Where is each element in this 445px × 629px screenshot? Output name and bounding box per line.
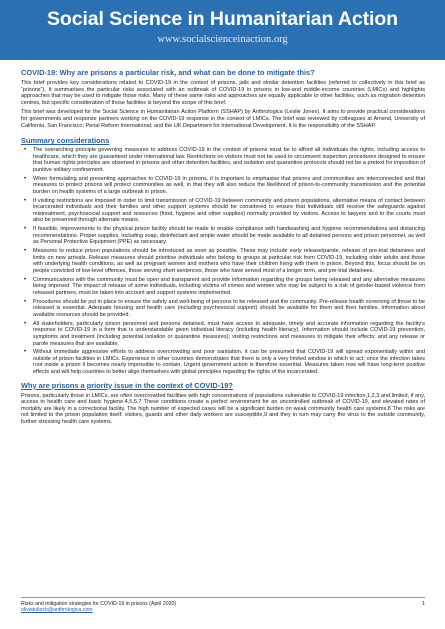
summary-item-text: All stakeholders, particularly prison personnel and persons detained, must have access to adequate, timely and accurate information regarding the facility’s response to COVID-19 in a form that is understandable given individual literacy (including health literacy). Information should include COVID-19 prevention, symptoms and treatment (including potential isolation or quarantine measures); visiting restrictions and measures to mitigate their effects; and any release or parole measures that are available. — [33, 320, 425, 347]
summary-item-text: Communications with the community must be open and transparent and provide information regarding the groups being released and any alternative measures being imposed. The impact of release of some individuals, including victims of crimes and women who may be subject to a risk of gender-based violence from released partners, must be taken into account and support systems implemented. — [33, 276, 425, 296]
bullet-icon: • — [24, 349, 27, 356]
summary-item-text: The overarching principle governing measures to address COVID-19 in the context of prisons must be to afford all individuals the rights, including access to healthcare, which they are guaranteed under international law. Restrictions on visitors must not be used to circumvent inspection procedures designed to ensure that human rights principles are observed in prisons and other detention facilities, and isolation and quarantine protocols should not be a pretext for imposition of punitive solitary confinement. — [33, 147, 425, 173]
summary-item — [24, 276, 425, 297]
summary-item-text: If visiting restrictions are imposed in order to limit transmission of COVID-19 between community and prison populations, alternative means of contact between incarcerated individuals and their families and other support systems should be considered to ensure that individuals still receive the safeguards against mistreatment, psychosocial support and resources (food, hygiene and other supplies) normally provided by visitors. Access to lawyers and to the courts must also be preserved through alternate means. — [33, 197, 425, 224]
footer-email-link[interactable]: oliviatulloch@anthrologica.com — [21, 607, 93, 614]
summary-item-text: Measures to reduce prison populations should be introduced as soon as possible. These may include early release/parole, release of pre-trial detainees and limits on new arrivals. Release measures should prioritise individuals who belong to groups at particular risk from COVID-19, including older adults and those with underlying health conditions, as well as pregnant women and mothers who have their children living with them in prison. Beyond this, focus should be on people convicted of low-level offences, those serving short sentences, those who have served most of a longer term, and pre-trial detainees. — [33, 248, 425, 274]
summary-item-text: If feasible, improvements to the physical prison facility should be made to enable compliance with handwashing and hygiene recommendations and distancing recommendations. Proper supplies, including soap, disinfectant and ample water should be made available to all detained persons and prison personnel, as well as Personal Protective Equipment (PPE) as necessary. — [33, 226, 425, 246]
footer-citation: Risks and mitigation strategies for COVID-19 in prisons (April 2020) — [21, 601, 177, 607]
banner-title: Social Science in Humanitarian Action — [46, 8, 398, 30]
summary-item — [24, 320, 425, 347]
header-banner — [0, 0, 445, 60]
main-heading: COVID-19: Why are prisons a particular risk, and what can be done to mitigate this? — [21, 68, 315, 77]
bullet-icon: • — [24, 298, 27, 305]
banner-url[interactable]: www.socialscienceinaction.org — [157, 34, 288, 45]
summary-item — [24, 298, 425, 319]
intro-paragraph-1: This brief provides key considerations related to COVID-19 in the context of prisons, jails and similar detention facilities (referred to collectively in this brief as “prisons”). It summarises the particular risks associated with an outbreak of COVID-19 in prisons in low-and middle-income countries (LMICs) and highlights approaches that may be used to mitigate those risks. Many of these same risks and approaches are equally applicable to other facilities, such as migration detention centres, but specific consideration of those facilities is beyond the scope of this brief. — [21, 80, 425, 106]
summary-item — [24, 175, 425, 196]
bullet-icon: • — [24, 147, 27, 154]
summary-item — [24, 248, 425, 274]
bullet-icon: • — [24, 226, 27, 233]
summary-item-text: Without immediate aggressive efforts to address overcrowding and poor sanitation, it can be presumed that COVID-19 will spread exponentially within and outside of prison facilities in LMICs. Experience in other countries demonstrates that there is only a very limited window in which to act; once the infection takes root inside a prison it becomes nearly impossible to contain. Urgent government action is therefore essential. Measures taken now will have long-term positive effects and will help countries to better align themselves with global principles regarding the rights of the incarcerated. — [33, 349, 425, 376]
page-footer — [21, 597, 425, 613]
priority-paragraph: Prisons, particularly those in LMICs, are often overcrowded facilities with high concentrations of populations vulnerable to COVID-19 infection,1,2,3 and limited, if any, access to health care and basic hygiene.4,5,6,7 These conditions create a perfect environment for an uncontrolled outbreak of COVID-19, and elevated rates of mortality are likely in a correctional facility. The high number of expected cases will be a significant burden on weak community health care systems.8 The risks are not limited to the prison population itself: visitors, guards and other daily workers are susceptible,9 and they in turn may carry the virus to the outside community, further stressing health care systems. — [21, 392, 425, 426]
summary-item — [24, 226, 425, 246]
bullet-icon: • — [24, 248, 27, 255]
priority-heading: Why are prisons a priority issue in the context of COVID-19? — [21, 380, 233, 390]
summary-item — [24, 349, 425, 376]
summary-item — [24, 147, 425, 173]
bullet-icon: • — [24, 276, 27, 283]
summary-list — [21, 147, 425, 376]
bullet-icon: • — [24, 175, 27, 182]
summary-item — [24, 197, 425, 224]
document-body — [21, 68, 425, 426]
summary-item-text: Procedures should be put in place to ensure the safety and well-being of persons to be released and the community. Pre-release health screening of those to be released is essential. Adequate housing and health care (including psychosocial support) should be available for them and their families. Information about available resources should be provided. — [33, 298, 425, 318]
summary-heading: Summary considerations — [21, 136, 110, 146]
summary-item-text: When formulating and presenting approaches to COVID-19 in prisons, it is important to emphasise that prisons and communities are interconnected and that measures to protect prisons will protect communities as well, in that they will also reduce the likelihood of prison-to-community transmission and the potential burden on health systems of a large outbreak in prison. — [33, 175, 425, 195]
page-number: 1 — [422, 601, 425, 607]
bullet-icon: • — [24, 320, 27, 327]
bullet-icon: • — [24, 197, 27, 204]
intro-paragraph-2: This brief was developed for the Social Science in Humanitarian Action Platform (SSHAP) by Anthrologica (Leslie Jones). It aims to provide practical considerations for governments and response partners working on the COVID-19 response in the context of LMICs. The brief was reviewed by colleagues at Amend, University of California, San Francisco; Penal Reform International; and the UK Department for International Development. It is the responsibility of the SSHAP. — [21, 109, 425, 129]
